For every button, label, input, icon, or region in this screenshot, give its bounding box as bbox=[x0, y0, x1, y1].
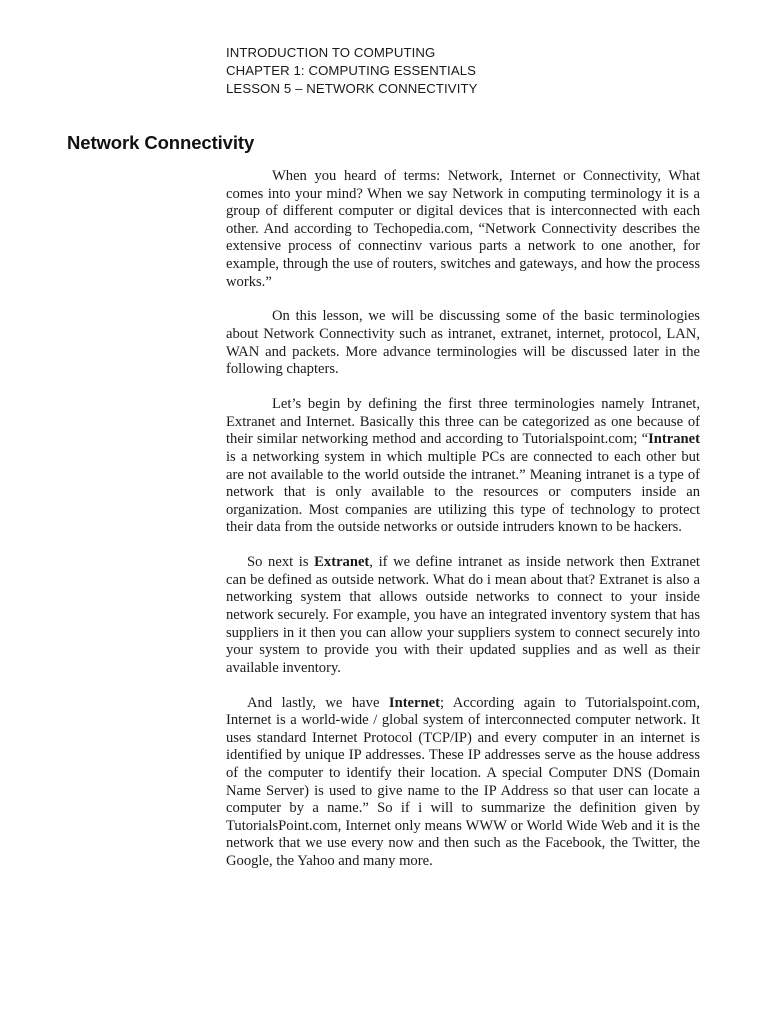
term-internet: Internet bbox=[388, 694, 440, 711]
document-header bbox=[226, 44, 478, 98]
paragraph-intranet-rest: is a networking system in which multiple PCs are connected to each other but are not available to the world outside the intranet.” Meaning intranet is a type of network that is only available to the resources or computers inside an organization. Most companies are utilizing this type of technology to protect their data from the outside networks or outside intruders known to be hackers. bbox=[226, 448, 700, 536]
paragraph-extranet-lead: So next is bbox=[247, 554, 315, 571]
course-title: INTRODUCTION TO COMPUTING bbox=[226, 45, 436, 60]
term-extranet: Extranet bbox=[314, 554, 370, 571]
section-heading: Network Connectivity bbox=[67, 132, 255, 153]
paragraph-internet bbox=[226, 695, 700, 871]
paragraph-intranet bbox=[226, 396, 700, 537]
chapter-title: CHAPTER 1: COMPUTING ESSENTIALS bbox=[226, 63, 477, 78]
term-intranet: Intranet bbox=[648, 431, 700, 448]
paragraph-intranet-lead: Let’s begin by defining the first three terminologies namely Intranet, Extranet and Internet. Basically this three can be categorized as one because of their similar networking method and according to Tutorialspoint.com; “ bbox=[226, 396, 700, 448]
paragraph-internet-lead: And lastly, we have bbox=[247, 694, 389, 711]
document-body bbox=[226, 168, 700, 888]
paragraph-internet-rest: ; According again to Tutorialspoint.com, Internet is a world-wide / global system of interconnected computer network. It uses standard Internet Protocol (TCP/IP) and every computer in an internet is identified by unique IP addresses. These IP addresses serve as the house address of the computer to identify their location. A special Computer DNS (Domain Name Server) is used to give name to the IP Address so that user can locate a computer by a name.” So if i will to summarize the definition given by TutorialsPoint.com, Internet only means WWW or World Wide Web and it is the network that we use every now and then such as the Facebook, the Twitter, the Google, the Yahoo and many more. bbox=[226, 694, 700, 869]
paragraph-intro: When you heard of terms: Network, Internet or Connectivity, What comes into your mind? When we say Network in computing terminology it is a group of different computer or digital devices that is interconnected with each other. And according to Techopedia.com, “Network Connectivity describes the extensive process of connectinv various parts a network to one another, for example, through the use of routers, switches and gateways, and how the process works.” bbox=[226, 168, 700, 290]
paragraph-extranet bbox=[226, 554, 700, 677]
lesson-title: LESSON 5 – NETWORK CONNECTIVITY bbox=[226, 81, 478, 96]
paragraph-extranet-rest: , if we define intranet as inside network then Extranet can be defined as outside network. What do i mean about that? Extranet is also a networking system that allows outside networks to connect to your inside network securely. For example, you have an integrated inventory system that has suppliers in it then you can allow your suppliers system to connect securely into your system to provide you with their updated supplies and as well as their available inventory. bbox=[226, 554, 700, 676]
paragraph-lesson-scope: On this lesson, we will be discussing some of the basic terminologies about Network Connectivity such as intranet, extranet, internet, protocol, LAN, WAN and packets. More advance terminologies will be discussed later in the following chapters. bbox=[226, 308, 700, 378]
